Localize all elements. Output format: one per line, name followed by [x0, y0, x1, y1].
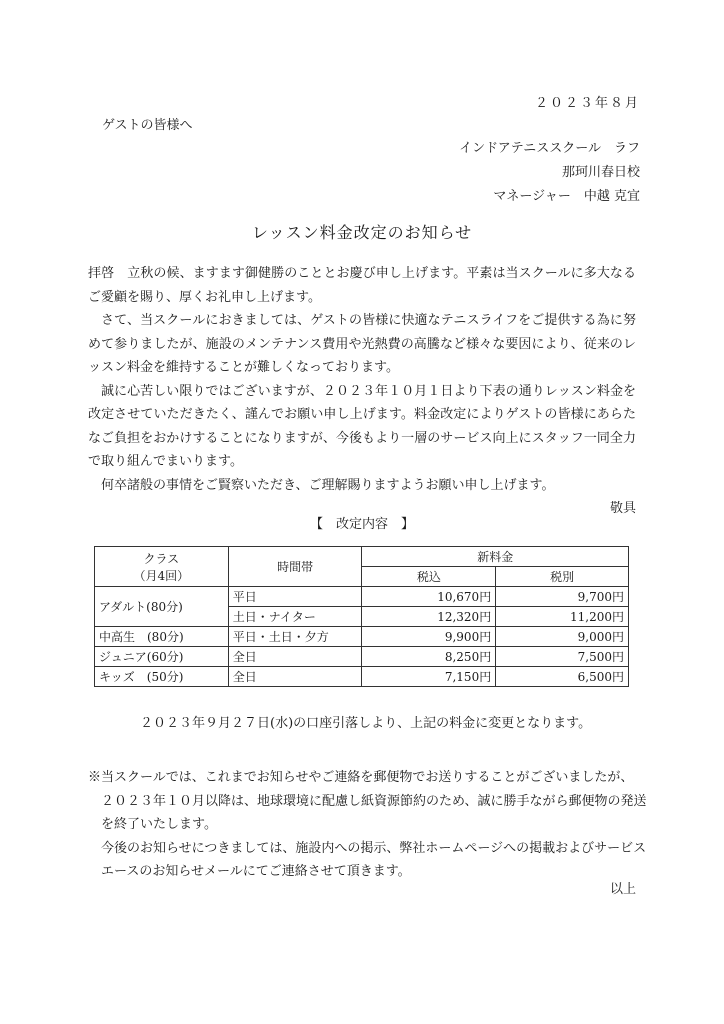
fee-table — [94, 546, 629, 687]
header-class-sub: （月4回） — [133, 568, 190, 583]
document-date: ２０２３年８月 — [534, 96, 640, 111]
closing-keigu: 敬具 — [609, 501, 636, 516]
cell-tax-in: 9,900円 — [362, 627, 496, 647]
header-new-fee: 新料金 — [362, 547, 629, 567]
paragraph-request: 何卒諸般の事情をご賢察いただき、ご理解賜りますようお願い申し上げます。 — [101, 477, 555, 493]
greeting: ゲストの皆様へ — [102, 118, 193, 133]
cell-class: 中高生 (80分) — [95, 627, 229, 647]
cell-tax-ex: 7,500円 — [496, 647, 629, 667]
cell-time: 全日 — [228, 667, 362, 687]
cell-time: 平日・土日・夕方 — [228, 627, 362, 647]
cell-time: 全日 — [228, 647, 362, 667]
mail-notice — [88, 766, 648, 884]
cell-tax-ex: 9,700円 — [496, 587, 629, 607]
cell-tax-in: 8,250円 — [362, 647, 496, 667]
paragraph-announcement: 誠に心苦しい限りではございますが、２０２３年１０月１日より下表の通りレッスン料金を改定させていただきたく、謹んでお願い申し上げます。料金改定によりゲストの皆様にあらたなご負担をおかけすることになりますが、今後もより一層のサービス向上にスタッフ一同全力で取り組んでまいります。 — [88, 383, 636, 469]
section-title: 【 改定内容 】 — [309, 517, 414, 532]
header-tax-ex: 税別 — [496, 567, 629, 587]
table-row — [95, 667, 629, 687]
notice-line-3: 今後のお知らせにつきましては、施設内への掲示、弊社ホームページへの掲載およびサービスエースのお知らせメールにてご連絡させて頂きます。 — [101, 840, 647, 879]
cell-tax-in: 10,670円 — [362, 587, 496, 607]
header-tax-in: 税込 — [362, 567, 496, 587]
cell-tax-in: 7,150円 — [362, 667, 496, 687]
cell-class: アダルト(80分) — [95, 587, 229, 627]
paragraph-reason: さて、当スクールにおきましては、ゲストの皆様に快適なテニスライフをご提供する為に努めて参りましたが、施設のメンテナンス費用や光熱費の高騰など様々な要因により、従来のレッスン料金を維持することが難しくなっております。 — [88, 313, 636, 375]
sender-manager: マネージャー 中越 克宜 — [493, 189, 640, 204]
closing-ijo: 以上 — [609, 882, 636, 897]
table-row — [95, 647, 629, 667]
notice-line-1: ※当スクールでは、これまでお知らせやご連絡を郵便物でお送りすることがございましたが、 — [88, 770, 634, 785]
cell-tax-ex: 6,500円 — [496, 667, 629, 687]
header-class — [95, 547, 229, 587]
notice-line-2: ２０２３年１０月以降は、地球環境に配慮し紙資源節約のため、誠に勝手ながら郵便物の発送を終了いたします。 — [101, 793, 647, 832]
table-row — [95, 627, 629, 647]
fee-change-note: ２０２３年９月２７日(水)の口座引落しより、上記の料金に変更となります。 — [140, 716, 592, 731]
sender-branch: 那珂川春日校 — [561, 165, 640, 180]
cell-class: キッズ (50分) — [95, 667, 229, 687]
cell-tax-ex: 11,200円 — [496, 607, 629, 627]
table-header-row — [95, 547, 629, 567]
cell-time: 土日・ナイター — [228, 607, 362, 627]
paragraph-opening: 拝啓 立秋の候、ますます御健勝のこととお慶び申し上げます。平素は当スクールに多大なるご愛顧を賜り、厚くお礼申し上げます。 — [88, 266, 636, 305]
header-class-label: クラス — [143, 551, 180, 566]
header-time: 時間帯 — [228, 547, 362, 587]
cell-time: 平日 — [228, 587, 362, 607]
sender-school: インドアテニススクール ラフ — [459, 141, 640, 156]
page-title: レッスン料金改定のお知らせ — [251, 223, 473, 242]
cell-tax-ex: 9,000円 — [496, 627, 629, 647]
table-row — [95, 587, 629, 607]
letter-body — [88, 262, 636, 521]
cell-class: ジュニア(60分) — [95, 647, 229, 667]
cell-tax-in: 12,320円 — [362, 607, 496, 627]
